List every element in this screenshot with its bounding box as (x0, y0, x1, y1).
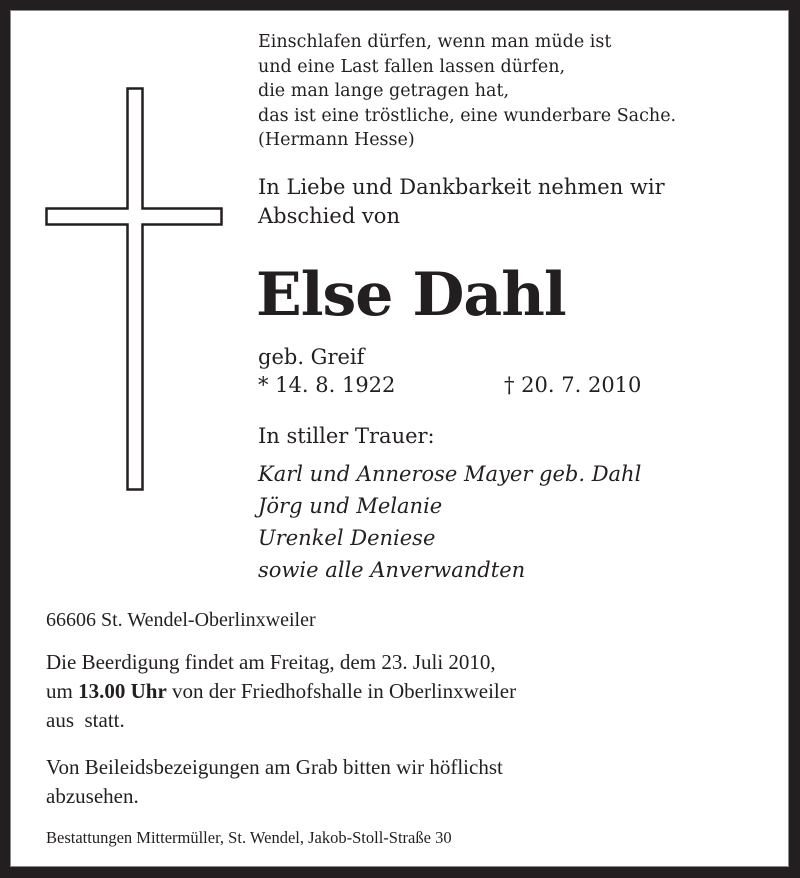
condolence-line: abzusehen. (46, 784, 139, 808)
funeral-prefix: um (46, 679, 79, 703)
family-member: Jörg und Melanie (258, 494, 443, 518)
funeral-location: von der Friedhofshalle in Oberlinxweiler (166, 679, 517, 703)
poem-line: Einschlafen dürfen, wenn man müde ist (258, 32, 612, 52)
obituary-card (10, 10, 789, 867)
poem (258, 30, 676, 153)
funeral-line (46, 677, 516, 706)
poem-line: und eine Last fallen lassen dürfen, (258, 56, 566, 77)
birth-date: * 14. 8. 1922 (258, 373, 396, 397)
funeral-line: aus statt. (46, 708, 125, 732)
family-member: Karl und Annerose Mayer geb. Dahl (258, 462, 642, 486)
condolence-note (46, 753, 503, 811)
mourning-label: In stiller Trauer: (258, 424, 435, 448)
family-member: Urenkel Deniese (258, 526, 436, 550)
intro-line: Abschied von (258, 204, 400, 228)
address: 66606 St. Wendel-Oberlinxweiler (46, 609, 316, 631)
death-date: † 20. 7. 2010 (504, 373, 642, 397)
family-list (258, 458, 641, 586)
family-member: sowie alle Anverwandten (258, 558, 526, 582)
condolence-line: Von Beileidsbezeigungen am Grab bitten wir höflichst (46, 755, 503, 779)
intro-line: In Liebe und Dankbarkeit nehmen wir (258, 175, 665, 199)
undertaker-info: Bestattungen Mittermüller, St. Wendel, Jakob-Stoll-Straße 30 (46, 828, 452, 847)
cross-icon (10, 10, 250, 510)
intro-text (258, 173, 665, 231)
poem-line: die man lange getragen hat, (258, 81, 510, 101)
poem-author: (Hermann Hesse) (258, 130, 415, 150)
funeral-info (46, 648, 516, 735)
maiden-name: geb. Greif (258, 345, 365, 369)
poem-line: das ist eine tröstliche, eine wunderbare Sache. (258, 105, 677, 126)
deceased-name: Else Dahl (256, 260, 566, 330)
funeral-line: Die Beerdigung findet am Freitag, dem 23. Juli 2010, (46, 650, 496, 674)
funeral-time: 13.00 Uhr (78, 679, 167, 703)
